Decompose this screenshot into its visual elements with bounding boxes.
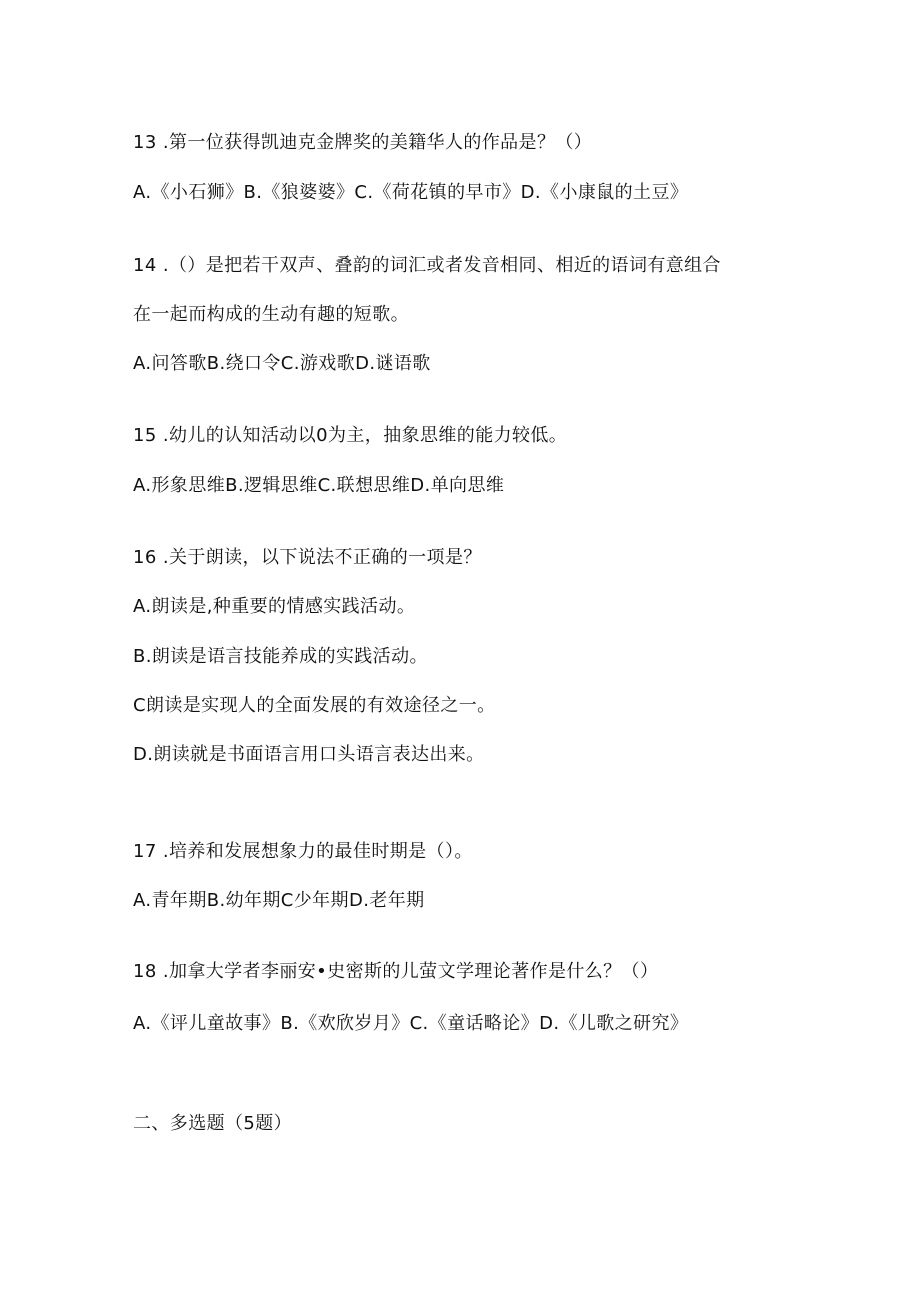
question-18-stem: 18 .加拿大学者李丽安•史密斯的儿萤文学理论著作是什么？（） xyxy=(133,961,659,982)
question-17-stem: 17 .培养和发展想象力的最佳时期是（）。 xyxy=(133,841,473,862)
question-16-option-b: B.朗读是语言技能养成的实践活动。 xyxy=(133,646,428,667)
question-13-stem: 13 .第一位获得凯迪克金牌奖的美籍华人的作品是？（） xyxy=(133,132,593,153)
question-16-option-a: A.朗读是,种重要的情感实践活动。 xyxy=(133,596,416,617)
question-16-option-c: C朗读是实现人的全面发展的有效途径之一。 xyxy=(133,695,496,716)
question-14-options: A.问答歌B.绕口令C.游戏歌D.谜语歌 xyxy=(133,353,431,374)
question-17-options: A.青年期B.幼年期C少年期D.老年期 xyxy=(133,890,425,911)
question-14-stem-line2: 在一起而构成的生动有趣的短歌。 xyxy=(133,304,409,325)
question-15-stem: 15 .幼儿的认知活动以0为主，抽象思维的能力较低。 xyxy=(133,425,568,446)
question-14-stem-line1: 14 .（）是把若干双声、叠韵的词汇或者发音相同、相近的语词有意组合 xyxy=(133,255,721,276)
question-13-options: A.《小石狮》B.《狼婆婆》C.《荷花镇的早市》D.《小康鼠的土豆》 xyxy=(133,182,689,203)
question-16-option-d: D.朗读就是书面语言用口头语言表达出来。 xyxy=(133,744,485,765)
question-15-options: A.形象思维B.逻辑思维C.联想思维D.单向思维 xyxy=(133,475,505,496)
question-16-stem: 16 .关于朗读，以下说法不正确的一项是？ xyxy=(133,547,482,568)
question-18-options: A.《评儿童故事》B.《欢欣岁月》C.《童话略论》D.《儿歌之研究》 xyxy=(133,1013,689,1034)
section-heading: 二、多选题（5题） xyxy=(133,1113,293,1134)
